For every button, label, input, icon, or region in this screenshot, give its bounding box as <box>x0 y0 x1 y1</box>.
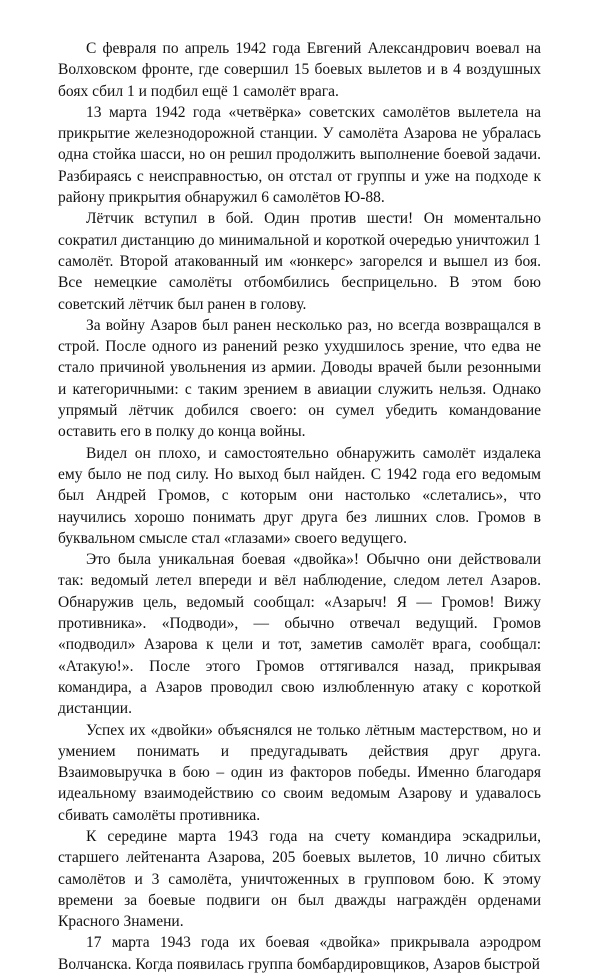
paragraph-3: Лётчик вступил в бой. Один против шести! Он моментально сократил дистанцию до минимальной и короткой очередью уничтожил 1 самолёт. Второй атакованный им «юнкерс» загорелся и вышел из боя. Все немецкие самолёты отбомбились бесприцельно. В этом бою советский лётчик был ранен в голову. <box>58 210 541 313</box>
paragraph-4: За войну Азаров был ранен несколько раз, но всегда возвращался в строй. После одного из ранений резко ухудшилось зрение, что едва не стало причиной увольнения из армии. Доводы врачей были резонными и категоричными: с таким зрением в авиации служить нельзя. Однако упрямый лётчик добился своего: он сумел убедить командование оставить его в полку до конца войны. <box>58 316 541 441</box>
paragraph-5: Видел он плохо, и самостоятельно обнаружить самолёт издалека ему было не под силу. Но выход был найден. С 1942 года его ведомым был Андрей Громов, с которым они настолько «слетались», что научились хорошо понимать друг друга без лишних слов. Громов в буквальном смысле стал «глазами» своего ведущего. <box>58 444 541 547</box>
paragraph-9: 17 марта 1943 года их боевая «двойка» прикрывала аэродром Волчанска. Когда появилась группа бомбардировщиков, Азаров быстрой <box>58 934 541 973</box>
paragraph-7: Успех их «двойки» объяснялся не только лётным мастерством, но и умением понимать и предугадывать действия друг друга. Взаимовыручка в бою – один из факторов победы. Именно благодаря идеальному взаимодействию со своим ведомым Азарову и удавалось сбивать самолёты противника. <box>58 721 541 824</box>
paragraph-8: К середине марта 1943 года на счету командира эскадрильи, старшего лейтенанта Азарова, 205 боевых вылетов, 10 лично сбитых самолётов и 3 самолёта, уничтоженных в групповом бою. К этому времени за боевые подвиги он был дважды награждён орденами Красного Знамени. <box>58 827 541 931</box>
paragraph-6: Это была уникальная боевая «двойка»! Обычно они действовали так: ведомый летел впереди и вёл наблюдение, следом летел Азаров. Обнаружив цель, ведомый сообщал: «Азарыч! Я — Громов! Вижу противника». «Подводи», — обычно отвечал ведущий. Громов «подводил» Азарова к цели и тот, заметив самолёт врага, сообщал: «Атакую!». После этого Громов оттягивался назад, прикрывая командира, а Азаров проводил свою излюбленную атаку с короткой дистанции. <box>58 551 541 718</box>
paragraph-1: С февраля по апрель 1942 года Евгений Александрович воевал на Волховском фронте, где совершил 15 боевых вылетов и в 4 воздушных боях сбил 1 и подбил ещё 1 самолёт врага. <box>58 40 541 100</box>
paragraph-2: 13 марта 1942 года «четвёрка» советских самолётов вылетела на прикрытие железнодорожной станции. У самолёта Азарова не убралась одна стойка шасси, но он решил продолжить выполнение боевой задачи. Разбираясь с неисправностью, он отстал от группы и уже на подходе к району прикрытия обнаружил 6 самолётов Ю-88. <box>58 103 541 207</box>
document-body <box>58 38 541 975</box>
